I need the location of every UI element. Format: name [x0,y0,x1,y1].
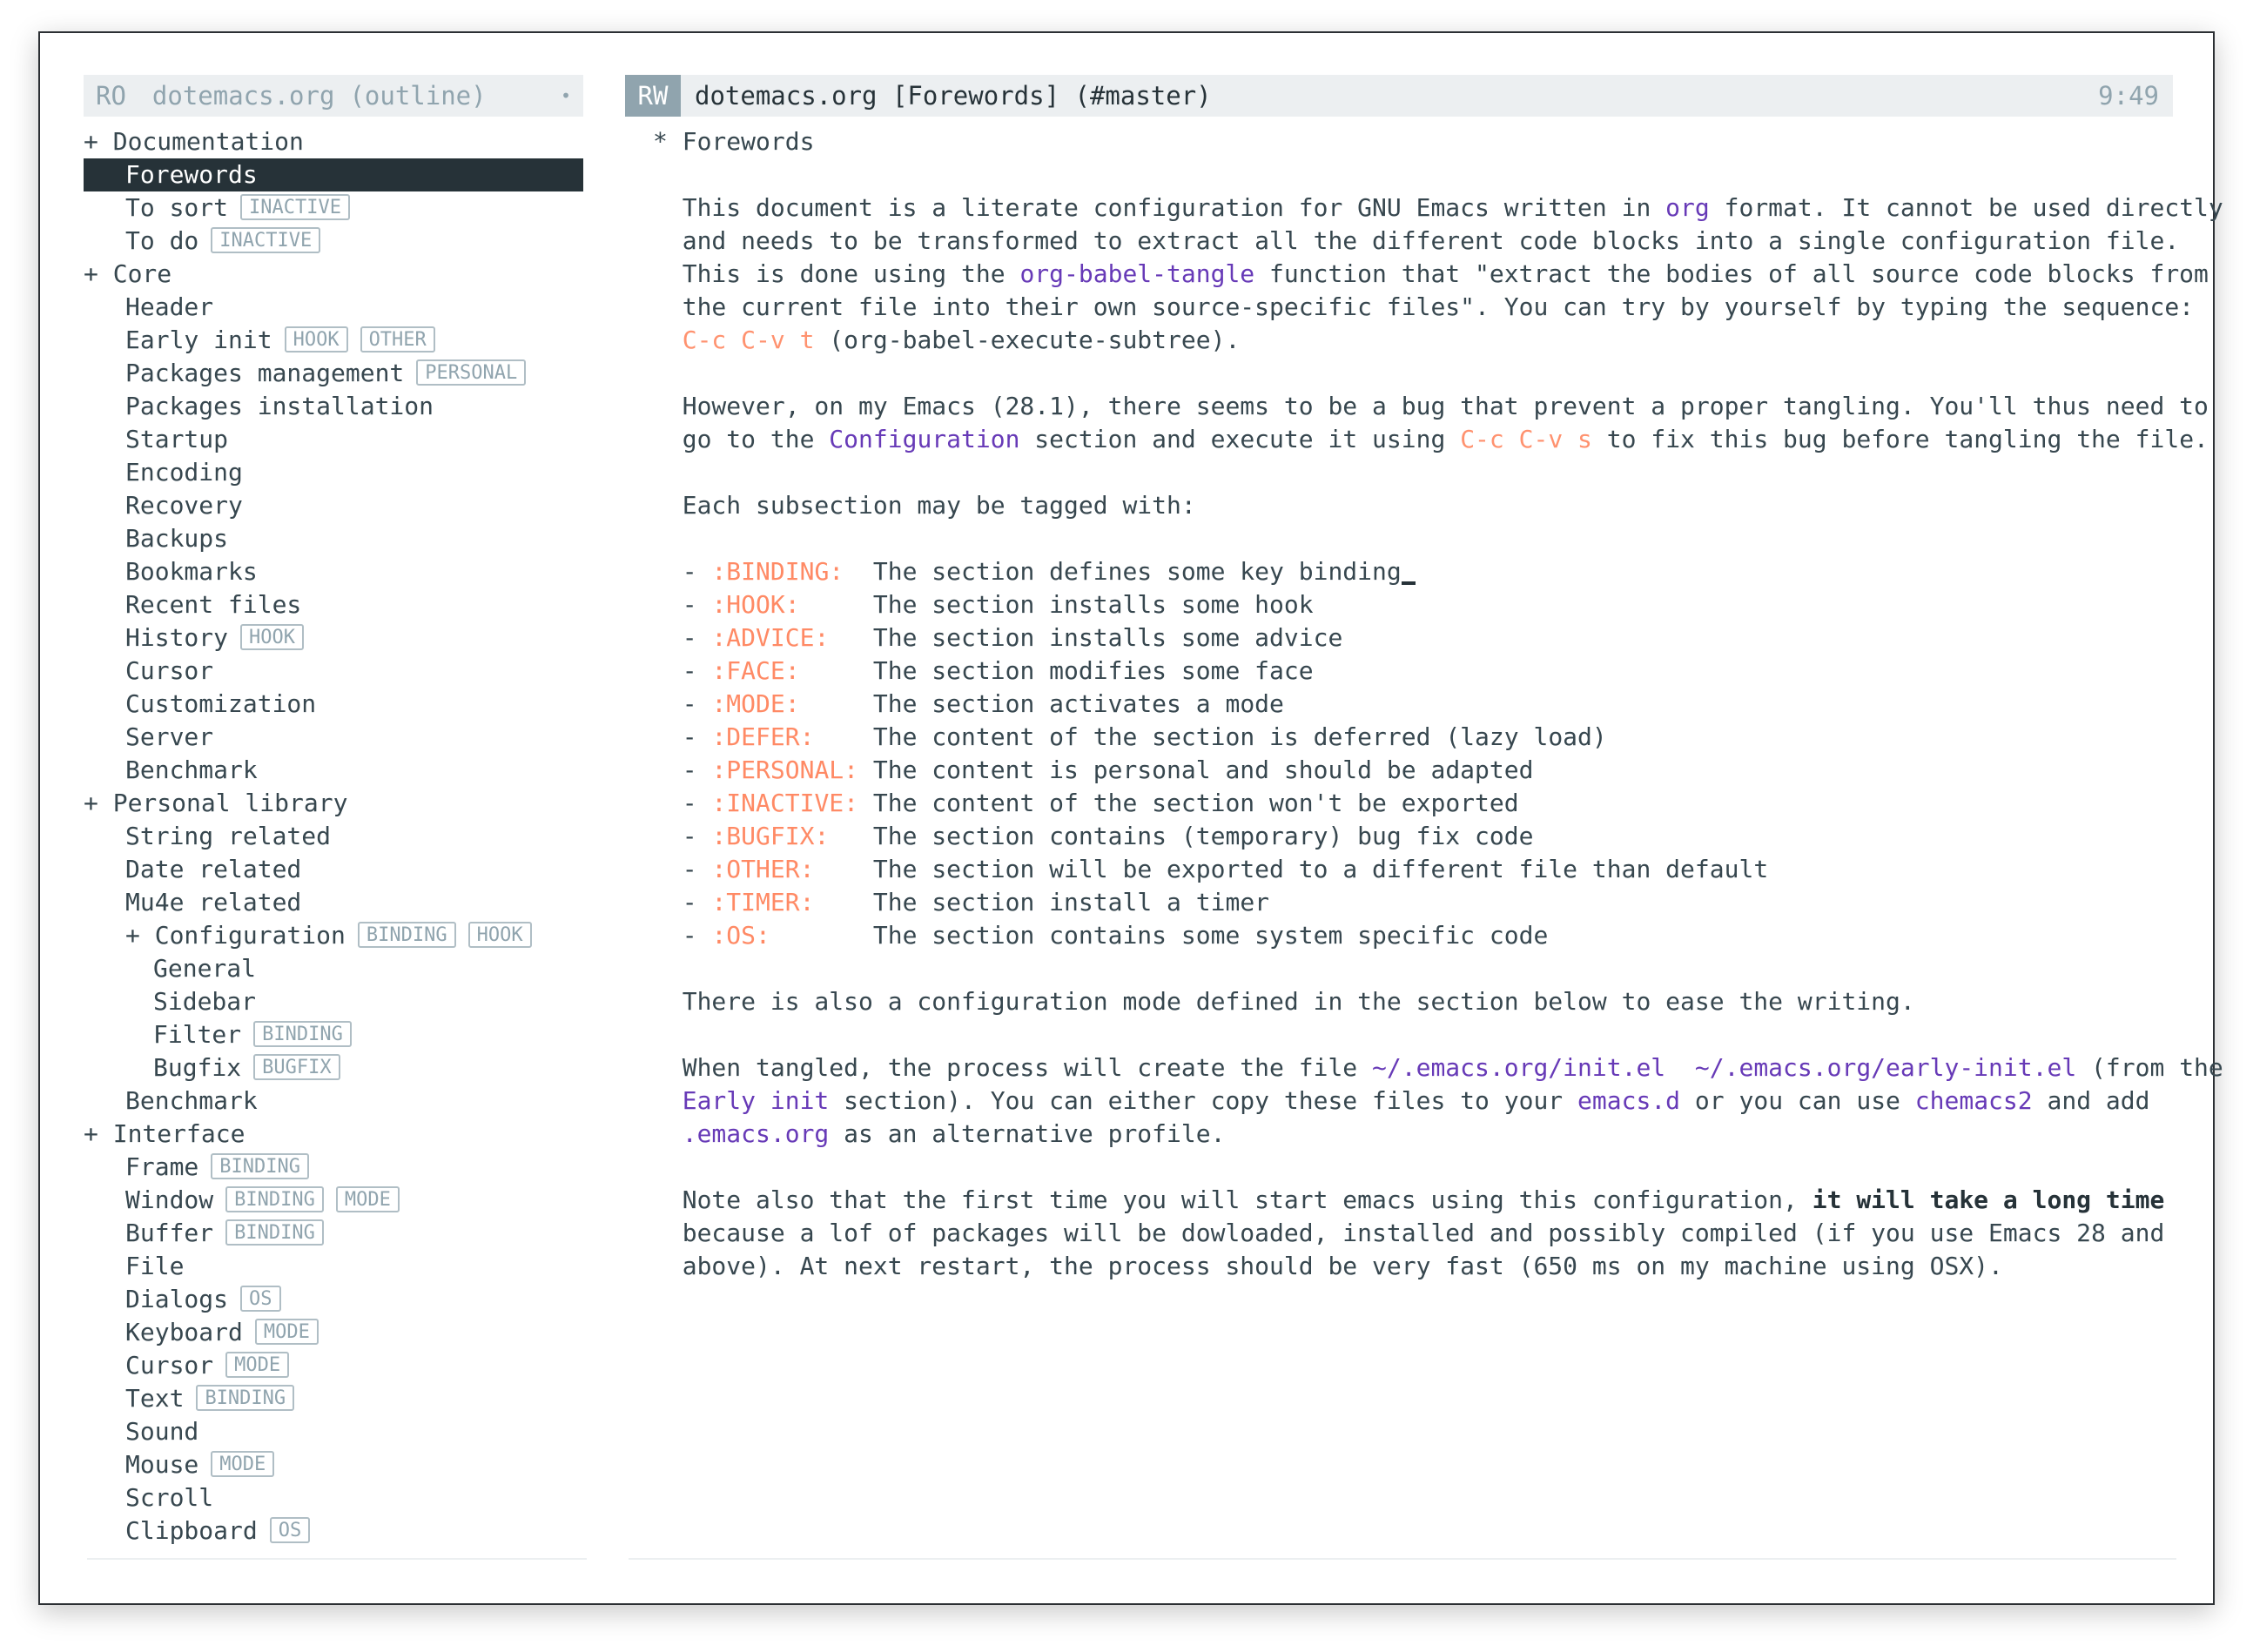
outline-item[interactable] [84,191,583,225]
outline-item[interactable] [84,688,583,721]
outline-item[interactable] [84,820,583,853]
text-line [653,721,1607,754]
text-span: - [653,590,712,619]
tag-keyword: :ADVICE: [711,623,830,652]
outline-item[interactable] [84,1481,583,1514]
text-line [653,853,1768,886]
text-span: - [653,656,712,685]
org-link[interactable]: org-babel-tangle [1019,259,1255,288]
outline-item-label: + Documentation [84,127,304,156]
text-span: or you can use [1680,1086,1915,1115]
outline-item[interactable] [84,1217,583,1250]
outline-item[interactable] [84,1382,583,1415]
outline-item-label: Mouse [125,1450,199,1479]
tag-badge: BINDING [358,922,456,948]
text-span: The section will be exported to a different file than default [814,855,1769,883]
modified-dot: • [560,85,571,106]
text-line [653,324,1240,357]
tag-badge: OS [240,1286,281,1312]
tag-badge: MODE [211,1451,274,1477]
text-span: and add [2032,1086,2150,1115]
text-span: - [653,888,712,917]
outline-item[interactable] [84,1316,583,1349]
text-line [653,555,1416,588]
text-span: - [653,722,712,751]
text-span: - [653,689,712,718]
outline-item-label: Benchmark [125,755,258,784]
text-line [653,1217,2164,1250]
outline-item[interactable] [84,158,583,191]
tag-keyword: :DEFER: [711,722,815,751]
tag-badge: OS [270,1517,311,1543]
outline-item-label: Packages installation [125,392,434,420]
outline-item-label: Cursor [125,1351,214,1380]
text-span: There is also a configuration mode defined in the section below to ease the writing. [653,987,1915,1016]
text-span: because a lof of packages will be dowloaded, installed and possibly compiled (if you use Emacs 28 and [653,1219,2165,1247]
text-line [653,291,2194,324]
text-span: it will take a long time [1812,1185,2165,1214]
outline-item[interactable] [84,1448,583,1481]
editor-pane [625,75,2223,1561]
text-line [653,621,1342,655]
tag-badge: HOOK [468,922,532,948]
text-line [653,423,2209,456]
outline-item[interactable] [84,952,583,985]
text-span: However, on my Emacs (28.1), there seems to be a bug that prevent a proper tangling. You'll thus need to [653,392,2209,420]
text-span: The content of the section is deferred (lazy load) [814,722,1607,751]
outline-item-label: To sort [125,193,229,222]
outline-item[interactable] [84,1514,583,1548]
text-span: This is done using the [653,259,1020,288]
outline-item[interactable] [84,1051,583,1085]
text-line [653,919,1548,952]
tag-badge: MODE [225,1352,289,1378]
outline-item[interactable] [84,456,583,489]
tag-keyword: :BINDING: [711,557,844,586]
outline-item-label: Bugfix [153,1053,242,1082]
outline-item[interactable] [84,754,583,787]
text-line [653,390,2209,423]
text-span: - [653,755,712,784]
text-span: The content of the section won't be exported [858,789,1519,817]
outline-item[interactable] [84,1283,583,1316]
tag-badge: MODE [336,1186,400,1212]
text-line [653,1118,1225,1151]
outline-item-label: Bookmarks [125,557,258,586]
outline-item-label: Clipboard [125,1516,258,1545]
text-span: above). At next restart, the process should be very fast (650 ms on my machine using OSX). [653,1252,2003,1280]
org-link[interactable]: Configuration [829,425,1020,453]
text-span: - [653,557,712,586]
text-span: and needs to be transformed to extract all the different code blocks into a single configuration file. [653,226,2180,255]
outline-item-label: Dialogs [125,1285,229,1313]
text-cursor [1402,581,1416,585]
outline-item-label: To do [125,226,199,255]
text-span: The section defines some key binding [844,557,1402,586]
sidebar-divider [87,1558,587,1560]
outline-item-label: Keyboard [125,1318,243,1346]
outline-item[interactable] [84,390,583,423]
org-link[interactable]: ~/.emacs.org/init.el [1372,1053,1666,1082]
outline-item-label: + Core [84,259,172,288]
text-line [653,655,1314,688]
outline-item[interactable] [84,588,583,621]
outline-item[interactable] [84,853,583,886]
outline-item[interactable] [84,258,583,291]
outline-item-label: Packages management [125,359,405,387]
text-span: The section activates a mode [799,689,1284,718]
text-span: - [653,855,712,883]
tag-badge: HOOK [285,326,348,353]
outline-item[interactable] [84,1349,583,1382]
text-span: to fix this bug before tangling the file. [1591,425,2209,453]
tag-badge: BUGFIX [253,1054,340,1080]
text-line [653,588,1314,621]
outline-item-label: Sound [125,1417,199,1446]
outline-item[interactable] [84,1018,583,1051]
tag-keyword: :BUGFIX: [711,822,830,850]
outline-item-label: Scroll [125,1483,214,1512]
text-span: The section contains some system specific code [770,921,1549,950]
tag-badge: BINDING [225,1219,324,1246]
outline-item[interactable] [84,1151,583,1184]
outline-item[interactable] [84,357,583,390]
outline-item[interactable] [84,985,583,1018]
tag-keyword: :INACTIVE: [711,789,859,817]
outline-list [84,125,583,1553]
mode-line [625,75,2173,117]
text-span [1665,1053,1695,1082]
tag-keyword: :MODE: [711,689,800,718]
text-line [653,688,1284,721]
tag-badge: INACTIVE [211,227,320,253]
text-line [653,886,1269,919]
text-span: (org-babel-execute-subtree). [814,326,1241,354]
outline-item-label: Header [125,292,214,321]
outline-item-label: Server [125,722,214,751]
outline-item-label: Forewords [125,160,258,189]
key-sequence: C-c C-v t [682,326,815,354]
org-link[interactable]: org [1665,193,1710,222]
outline-item-label: Backups [125,524,229,553]
text-span: go to the [653,425,830,453]
outline-item[interactable] [84,489,583,522]
tag-keyword: :TIMER: [711,888,815,917]
outline-item-label: Buffer [125,1219,214,1247]
tag-keyword: :FACE: [711,656,800,685]
emacs-window [38,31,2223,1605]
text-span: section and execute it using [1019,425,1461,453]
text-span: When tangled, the process will create the file [653,1053,1373,1082]
outline-item[interactable] [84,787,583,820]
org-link[interactable]: emacs.d [1577,1086,1681,1115]
outline-item-label: Early init [125,326,272,354]
outline-item[interactable] [84,555,583,588]
outline-item-label: + Configuration [125,921,346,950]
outline-item-label: Benchmark [125,1086,258,1115]
text-line [653,1085,2149,1118]
text-span: format. It cannot be used directly [1709,193,2223,222]
text-span: The section installs some hook [799,590,1314,619]
text-span: section). You can either copy these files to your [829,1086,1578,1115]
sidebar-filename: dotemacs.org [151,81,335,111]
tag-badge: PERSONAL [416,359,526,386]
text-span: function that "extract the bodies of all source code blocks from [1254,259,2209,288]
text-line [653,820,1533,853]
text-line [653,1051,2223,1085]
key-sequence: C-c C-v s [1460,425,1592,453]
outline-item[interactable] [84,721,583,754]
text-span: - [653,822,712,850]
outline-item-label: + Personal library [84,789,348,817]
text-span: This document is a literate configuration for GNU Emacs written in [653,193,1666,222]
text-line [653,258,2209,291]
outline-item[interactable] [84,655,583,688]
tag-badge: HOOK [240,624,304,650]
outline-item[interactable] [84,125,583,158]
text-span: - [653,921,712,950]
outline-item-label: Date related [125,855,302,883]
tag-keyword: :HOOK: [711,590,800,619]
text-span: The content is personal and should be adapted [858,755,1534,784]
text-line [653,125,814,158]
outline-item[interactable] [84,1184,583,1217]
text-span: as an alternative profile. [829,1119,1226,1148]
text-span: The section modifies some face [799,656,1314,685]
outline-item-label: Cursor [125,656,214,685]
sidebar-mode-name: (outline) [349,81,487,111]
outline-item-label: Customization [125,689,317,718]
text-span: * Forewords [653,127,815,156]
outline-item-label: Recent files [125,590,302,619]
text-span [653,326,683,354]
outline-item-label: File [125,1252,185,1280]
text-line [653,1184,2164,1217]
text-span: The section install a timer [814,888,1270,917]
tag-badge: BINDING [196,1385,294,1411]
text-span: (from the [2076,1053,2223,1082]
outline-item[interactable] [84,1085,583,1118]
text-line [653,1250,2003,1283]
text-span [653,1119,683,1148]
outline-item-label: History [125,623,229,652]
tag-keyword: :PERSONAL: [711,755,859,784]
outline-item-label: Recovery [125,491,243,520]
tag-badge: BINDING [253,1021,352,1047]
tag-badge: BINDING [225,1186,324,1212]
tag-badge: OTHER [360,326,435,353]
sidebar-header [84,75,583,117]
clock: 9:49 [2098,81,2159,111]
text-span: Each subsection may be tagged with: [653,491,1196,520]
editor-divider [629,1558,2176,1560]
org-link[interactable]: .emacs.org [682,1119,830,1148]
outline-item[interactable] [84,1118,583,1151]
text-span: The section contains (temporary) bug fix code [829,822,1534,850]
outline-sidebar [84,75,583,1561]
outline-item-label: Window [125,1185,214,1214]
outline-item-label: Filter [153,1020,242,1049]
read-write-indicator: RW [625,75,681,117]
outline-item-label: Frame [125,1152,199,1181]
buffer-title: dotemacs.org [Forewords] (#master) [695,81,1212,111]
outline-item-label: Encoding [125,458,243,487]
text-line [653,985,1915,1018]
text-span: The section installs some advice [829,623,1343,652]
outline-item[interactable] [84,886,583,919]
outline-item-label: + Interface [84,1119,245,1148]
outline-item-label: String related [125,822,332,850]
tag-keyword: :OS: [711,921,770,950]
outline-item[interactable] [84,324,583,357]
org-link[interactable]: Early init [682,1086,830,1115]
text-span: - [653,789,712,817]
outline-item-label: Mu4e related [125,888,302,917]
tag-badge: BINDING [211,1153,309,1179]
outline-item[interactable] [84,423,583,456]
text-line [653,754,1533,787]
read-only-indicator: RO [96,81,126,111]
outline-item[interactable] [84,291,583,324]
outline-item[interactable] [84,1415,583,1448]
outline-item[interactable] [84,1250,583,1283]
tag-badge: INACTIVE [240,194,350,220]
org-link[interactable]: chemacs2 [1914,1086,2033,1115]
text-span: - [653,623,712,652]
tag-keyword: :OTHER: [711,855,815,883]
text-line [653,191,2223,225]
outline-item[interactable] [84,225,583,258]
text-span [653,1086,683,1115]
outline-item[interactable] [84,522,583,555]
outline-item-label: General [153,954,257,983]
tag-badge: MODE [255,1319,319,1345]
text-span: Note also that the first time you will start emacs using this configuration, [653,1185,1812,1214]
outline-item-label: Startup [125,425,229,453]
outline-item[interactable] [84,621,583,655]
outline-item-label: Sidebar [153,987,257,1016]
outline-item-label: Text [125,1384,185,1413]
org-link[interactable]: ~/.emacs.org/early-init.el [1694,1053,2077,1082]
outline-item[interactable] [84,919,583,952]
text-span: the current file into their own source-specific files". You can try by yourself by typing the sequence: [653,292,2195,321]
text-line [653,225,2179,258]
text-line [653,489,1196,522]
text-line [653,787,1519,820]
